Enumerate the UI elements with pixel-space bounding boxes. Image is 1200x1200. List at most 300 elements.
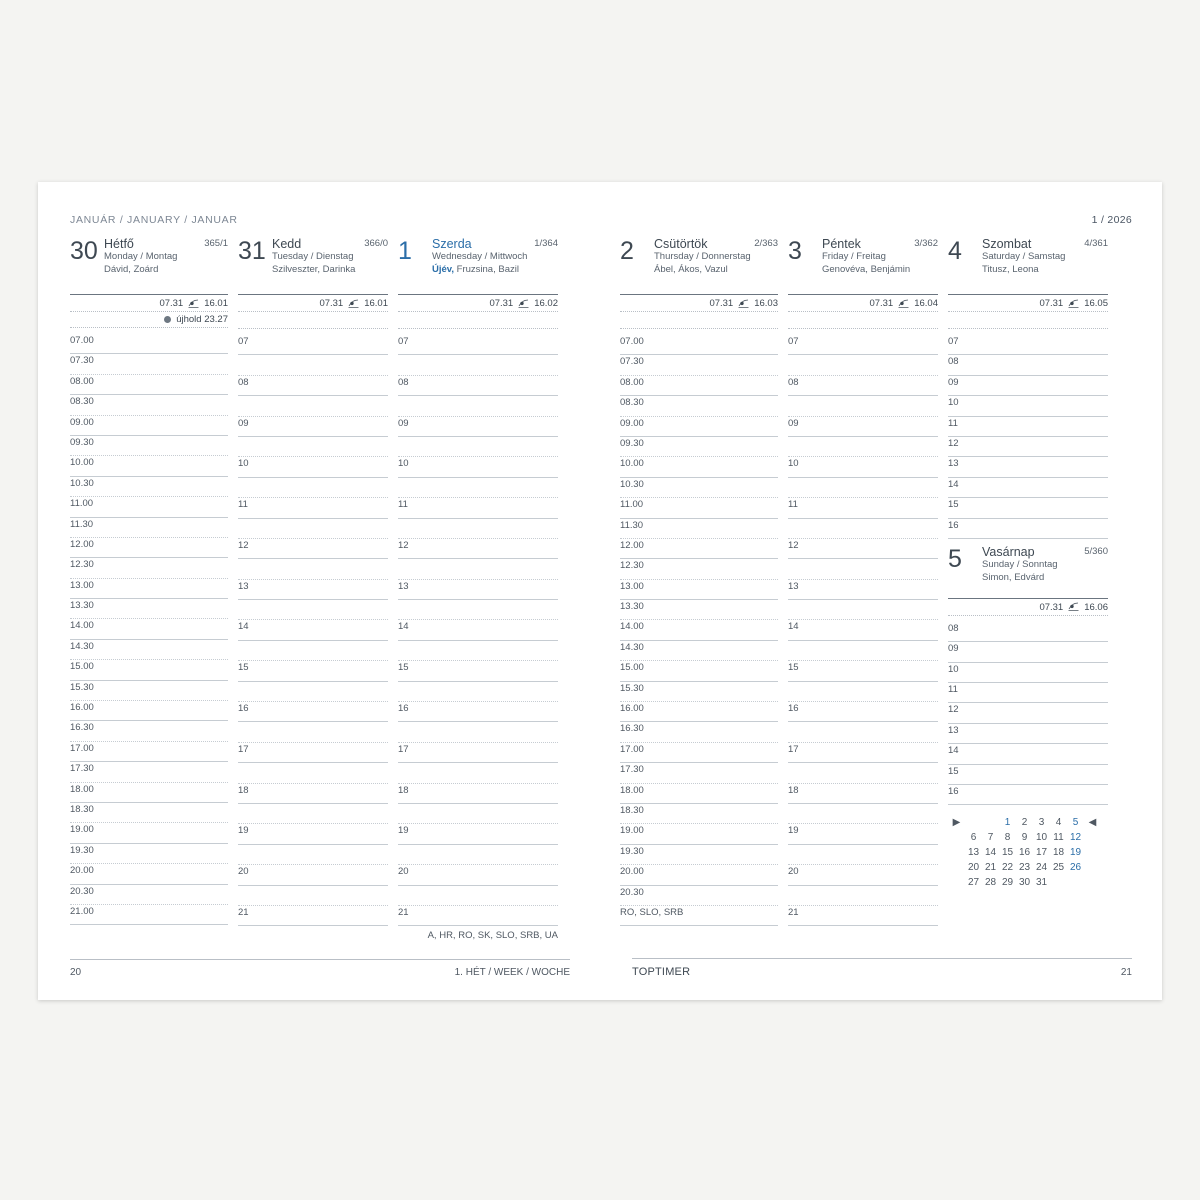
- hour-label: 14: [398, 621, 409, 633]
- mini-day[interactable]: 31: [1035, 877, 1048, 889]
- hour-row[interactable]: [238, 437, 388, 457]
- hour-row[interactable]: [948, 376, 1108, 396]
- hour-row[interactable]: [620, 906, 778, 926]
- hour-row[interactable]: [788, 519, 938, 539]
- hour-label: 17.30: [70, 763, 94, 775]
- hour-row[interactable]: [398, 498, 558, 518]
- hour-row[interactable]: [398, 355, 558, 375]
- hour-row[interactable]: [620, 600, 778, 620]
- hour-label: 14: [788, 621, 799, 633]
- hour-row[interactable]: [398, 641, 558, 661]
- hour-row[interactable]: [398, 437, 558, 457]
- hour-row[interactable]: [788, 539, 938, 559]
- dotted-rule: [948, 615, 1108, 616]
- hour-row[interactable]: [620, 376, 778, 396]
- day-name: Kedd: [272, 237, 302, 251]
- hour-label: 17: [788, 743, 799, 755]
- hour-row[interactable]: [70, 721, 228, 741]
- hour-row[interactable]: [70, 844, 228, 864]
- sun-icon: [738, 299, 749, 309]
- sunrise-time: 07.31: [869, 298, 894, 309]
- hour-row[interactable]: [70, 742, 228, 762]
- hour-label: 15.30: [70, 681, 94, 693]
- hour-row[interactable]: [948, 744, 1108, 764]
- mini-day[interactable]: 18: [1052, 847, 1065, 859]
- mini-day[interactable]: 21: [984, 862, 997, 874]
- mini-day[interactable]: 22: [1001, 862, 1014, 874]
- hour-row[interactable]: [70, 538, 228, 558]
- hour-row[interactable]: [788, 722, 938, 742]
- brand-logo: TOPTIMER: [632, 966, 691, 978]
- dotted-rule: [70, 327, 228, 328]
- hour-label: 16.30: [620, 723, 644, 735]
- hour-row[interactable]: [620, 804, 778, 824]
- hour-row[interactable]: [70, 619, 228, 639]
- day-name: Szerda: [432, 237, 472, 251]
- sunset-time: 16.03: [754, 298, 778, 309]
- mini-day[interactable]: 17: [1035, 847, 1048, 859]
- hour-row[interactable]: [398, 682, 558, 702]
- hour-label: 07.30: [620, 356, 644, 368]
- hour-row[interactable]: [948, 478, 1108, 498]
- mini-day[interactable]: 2: [1021, 817, 1028, 829]
- hour-row[interactable]: [398, 539, 558, 559]
- hour-row[interactable]: [620, 580, 778, 600]
- hour-row[interactable]: [788, 620, 938, 640]
- mini-day[interactable]: 14: [984, 847, 997, 859]
- hour-label: 17: [398, 743, 409, 755]
- sun-times-monday: [70, 295, 228, 311]
- hour-row[interactable]: [398, 376, 558, 396]
- hour-label: 07.00: [70, 335, 94, 346]
- hour-row[interactable]: [398, 396, 558, 416]
- hour-label: 11: [398, 499, 408, 511]
- hour-row[interactable]: [788, 845, 938, 865]
- hour-label: 19.30: [620, 845, 644, 857]
- hour-label: 19: [238, 825, 249, 837]
- hour-row[interactable]: [238, 702, 388, 722]
- hour-row[interactable]: [238, 886, 388, 906]
- mini-day[interactable]: 12: [1069, 832, 1082, 844]
- hour-row[interactable]: [788, 376, 938, 396]
- hour-row[interactable]: [620, 641, 778, 661]
- hour-row[interactable]: [620, 620, 778, 640]
- sun-times-sunday: [948, 599, 1108, 615]
- mini-day[interactable]: 9: [1021, 832, 1028, 844]
- hour-grid-wednesday: [398, 335, 558, 926]
- hour-label: 19: [398, 825, 409, 837]
- sunset-time: 16.02: [534, 298, 558, 309]
- hour-label: 07: [948, 336, 959, 347]
- hour-row[interactable]: [948, 335, 1108, 355]
- hour-row[interactable]: [70, 864, 228, 884]
- hour-row[interactable]: [398, 600, 558, 620]
- hour-row[interactable]: [620, 865, 778, 885]
- hour-row[interactable]: [398, 580, 558, 600]
- mini-day[interactable]: 16: [1018, 847, 1031, 859]
- hour-row[interactable]: [620, 519, 778, 539]
- hour-row[interactable]: [398, 519, 558, 539]
- hour-label: 21.00: [70, 905, 94, 917]
- hour-row[interactable]: [70, 558, 228, 578]
- hour-row[interactable]: [70, 762, 228, 782]
- hour-row[interactable]: [788, 763, 938, 783]
- hour-row[interactable]: [948, 622, 1108, 642]
- hour-row[interactable]: [398, 335, 558, 355]
- hour-label: 11: [948, 417, 958, 429]
- hour-row[interactable]: [788, 824, 938, 844]
- hour-row[interactable]: [238, 763, 388, 783]
- hour-label: 15.00: [620, 662, 644, 674]
- mini-day[interactable]: 4: [1055, 817, 1062, 829]
- hour-row[interactable]: [70, 395, 228, 415]
- day-number: 30: [70, 237, 98, 265]
- hour-row[interactable]: [70, 477, 228, 497]
- mini-day[interactable]: 13: [967, 847, 980, 859]
- hour-row[interactable]: [788, 437, 938, 457]
- hour-row[interactable]: [398, 824, 558, 844]
- mini-day[interactable]: 5: [1072, 817, 1079, 829]
- hour-label: 19: [788, 825, 799, 837]
- hour-row[interactable]: [70, 436, 228, 456]
- hour-row[interactable]: [948, 519, 1108, 539]
- hour-label: 14.30: [620, 641, 644, 653]
- hour-row[interactable]: [70, 905, 228, 925]
- moon-phase-note: [70, 312, 228, 327]
- hour-label: 13.30: [70, 600, 94, 612]
- hour-row[interactable]: [788, 559, 938, 579]
- hour-label: 09.30: [620, 437, 644, 449]
- day-count: 366/0: [364, 238, 388, 249]
- day-column-tuesday: [238, 237, 398, 941]
- mini-day[interactable]: [965, 815, 982, 830]
- hour-row[interactable]: [70, 885, 228, 905]
- hour-row[interactable]: [620, 457, 778, 477]
- hour-row[interactable]: [398, 784, 558, 804]
- mini-day[interactable]: 24: [1035, 862, 1048, 874]
- hour-row[interactable]: [398, 845, 558, 865]
- sunrise-time: 07.31: [159, 298, 184, 309]
- sun-times-thursday: [620, 295, 778, 311]
- hour-row[interactable]: [398, 559, 558, 579]
- hour-row[interactable]: [788, 478, 938, 498]
- sun-icon: [188, 299, 199, 309]
- hour-row[interactable]: [948, 642, 1108, 662]
- hour-row[interactable]: [238, 539, 388, 559]
- hour-label: 12: [788, 539, 799, 551]
- hour-label: 20: [238, 866, 249, 878]
- hour-label: 10: [948, 663, 959, 675]
- mini-day[interactable]: 7: [987, 832, 994, 844]
- hour-row[interactable]: [788, 355, 938, 375]
- new-moon-icon: [164, 316, 171, 323]
- hour-grid-thursday: [620, 335, 778, 926]
- sun-icon: [348, 299, 359, 309]
- hour-row[interactable]: [788, 804, 938, 824]
- hour-row[interactable]: [238, 743, 388, 763]
- mini-day[interactable]: 19: [1069, 847, 1082, 859]
- hour-row[interactable]: [788, 906, 938, 926]
- hour-row[interactable]: [70, 518, 228, 538]
- prev-week-arrow[interactable]: ▶: [952, 817, 961, 829]
- hour-row[interactable]: [398, 620, 558, 640]
- hour-row[interactable]: [70, 497, 228, 517]
- hour-row[interactable]: [70, 579, 228, 599]
- hour-row[interactable]: [238, 457, 388, 477]
- hour-label: 18.30: [70, 803, 94, 815]
- hour-row[interactable]: [948, 437, 1108, 457]
- hour-label: 16: [398, 703, 409, 715]
- hour-row[interactable]: [238, 600, 388, 620]
- hour-row[interactable]: [948, 417, 1108, 437]
- hour-row[interactable]: [238, 641, 388, 661]
- day-header-monday: [70, 237, 228, 293]
- hour-row[interactable]: [238, 478, 388, 498]
- hour-row[interactable]: [948, 765, 1108, 785]
- hour-label: 09: [398, 417, 409, 429]
- hour-label: 19.00: [70, 824, 94, 836]
- mini-day[interactable]: 8: [1004, 832, 1011, 844]
- hour-row[interactable]: [70, 701, 228, 721]
- hour-row[interactable]: [620, 763, 778, 783]
- hour-row[interactable]: [788, 457, 938, 477]
- hour-row[interactable]: [788, 417, 938, 437]
- hour-row[interactable]: [948, 724, 1108, 744]
- hour-label: 13: [948, 724, 959, 736]
- month-header: JANUÁR / JANUARY / JANUAR: [70, 214, 238, 226]
- day-name: Csütörtök: [654, 237, 708, 251]
- day-name-translations: Friday / Freitag: [822, 251, 886, 263]
- hour-row[interactable]: [788, 641, 938, 661]
- hour-row[interactable]: [70, 354, 228, 374]
- day-namedays: Titusz, Leona: [982, 263, 1039, 275]
- hour-row[interactable]: [788, 865, 938, 885]
- week-label: 1. HÉT / WEEK / WOCHE: [454, 967, 570, 978]
- hour-row[interactable]: [948, 457, 1108, 477]
- hour-row[interactable]: [238, 620, 388, 640]
- hour-row[interactable]: [620, 498, 778, 518]
- day-column-saturday-sunday: [948, 237, 1108, 926]
- hour-label: 13.30: [620, 601, 644, 613]
- hour-label: 17.00: [620, 743, 644, 755]
- hour-row[interactable]: [788, 886, 938, 906]
- hour-row[interactable]: [398, 763, 558, 783]
- hour-row[interactable]: [620, 335, 778, 355]
- hour-row[interactable]: [238, 804, 388, 824]
- hour-row[interactable]: [620, 743, 778, 763]
- hour-row[interactable]: [788, 580, 938, 600]
- hour-label: 15.30: [620, 682, 644, 694]
- hour-row[interactable]: [788, 498, 938, 518]
- hour-row[interactable]: [788, 335, 938, 355]
- hour-row[interactable]: [70, 599, 228, 619]
- day-number: 31: [238, 237, 266, 265]
- day-number: 4: [948, 237, 962, 265]
- issue-label: 1 / 2026: [1091, 214, 1132, 226]
- hour-row[interactable]: [70, 660, 228, 680]
- hour-row[interactable]: [70, 456, 228, 476]
- hour-label: 11.30: [70, 518, 94, 530]
- hour-row[interactable]: [620, 886, 778, 906]
- day-header-friday: [788, 237, 938, 293]
- hour-label: 09.00: [620, 417, 644, 429]
- hour-row[interactable]: [788, 661, 938, 681]
- mini-day[interactable]: [982, 815, 999, 830]
- hour-row[interactable]: [620, 396, 778, 416]
- mini-day[interactable]: 30: [1018, 877, 1031, 889]
- mini-day[interactable]: 25: [1052, 862, 1065, 874]
- hour-row[interactable]: [238, 784, 388, 804]
- hour-row[interactable]: [620, 539, 778, 559]
- hour-row[interactable]: [238, 682, 388, 702]
- day-namedays: Genovéva, Benjámin: [822, 263, 911, 275]
- hour-row[interactable]: [70, 823, 228, 843]
- hour-row[interactable]: [788, 743, 938, 763]
- mini-day[interactable]: 20: [967, 862, 980, 874]
- hour-row[interactable]: [238, 845, 388, 865]
- hour-row[interactable]: [70, 334, 228, 354]
- hour-label: 07: [788, 336, 799, 347]
- hour-row[interactable]: [238, 906, 388, 926]
- hour-row[interactable]: [948, 785, 1108, 805]
- hour-label: 17.00: [70, 742, 94, 754]
- hour-label: 10.00: [70, 457, 94, 469]
- hour-label: 18.00: [70, 783, 94, 795]
- hour-row[interactable]: [620, 682, 778, 702]
- hour-row[interactable]: [70, 681, 228, 701]
- hour-row[interactable]: [70, 416, 228, 436]
- hour-label: 08.00: [70, 375, 94, 387]
- day-block-sunday: [948, 545, 1108, 806]
- hour-row[interactable]: [788, 600, 938, 620]
- hour-row[interactable]: [238, 661, 388, 681]
- mini-day[interactable]: 28: [984, 877, 997, 889]
- hour-row[interactable]: [620, 355, 778, 375]
- mini-day[interactable]: 1: [1004, 817, 1011, 829]
- mini-day[interactable]: 10: [1035, 832, 1048, 844]
- hour-grid-tuesday: [238, 335, 388, 926]
- hour-row[interactable]: [238, 498, 388, 518]
- mini-day[interactable]: 26: [1069, 862, 1082, 874]
- hour-row[interactable]: [948, 683, 1108, 703]
- mini-day[interactable]: 15: [1001, 847, 1014, 859]
- day-name-translations: Wednesday / Mittwoch: [432, 251, 528, 263]
- hour-row[interactable]: [70, 375, 228, 395]
- hour-label: 15: [398, 662, 409, 674]
- hour-row[interactable]: [620, 702, 778, 722]
- hour-label: 21: [788, 906, 799, 918]
- hour-row[interactable]: [620, 478, 778, 498]
- hour-label: 07.30: [70, 355, 94, 367]
- hour-label: 08.30: [620, 397, 644, 409]
- hour-row[interactable]: [238, 722, 388, 742]
- hour-label: 18.30: [620, 804, 644, 816]
- mini-day[interactable]: 29: [1001, 877, 1014, 889]
- mini-day[interactable]: 27: [967, 877, 980, 889]
- hour-label: 21: [398, 906, 409, 918]
- hour-row[interactable]: [238, 355, 388, 375]
- hour-row[interactable]: [398, 478, 558, 498]
- hour-row[interactable]: [948, 703, 1108, 723]
- hour-row[interactable]: [948, 498, 1108, 518]
- hour-row[interactable]: [398, 417, 558, 437]
- hour-row[interactable]: [948, 663, 1108, 683]
- hour-row[interactable]: [948, 355, 1108, 375]
- hour-row[interactable]: [238, 559, 388, 579]
- hour-label: 09: [788, 417, 799, 429]
- hour-row[interactable]: [788, 396, 938, 416]
- hour-row[interactable]: [238, 335, 388, 355]
- next-week-arrow[interactable]: ◀: [1088, 817, 1097, 829]
- hour-label: 08.00: [620, 376, 644, 388]
- hour-row[interactable]: [620, 784, 778, 804]
- hour-row[interactable]: [788, 682, 938, 702]
- hour-row[interactable]: [788, 702, 938, 722]
- hour-label: 20.30: [70, 885, 94, 897]
- sun-times-wednesday: [398, 295, 558, 311]
- hour-row[interactable]: [238, 865, 388, 885]
- hour-row[interactable]: [620, 845, 778, 865]
- hour-row[interactable]: [788, 784, 938, 804]
- hour-row[interactable]: [620, 417, 778, 437]
- hour-row[interactable]: [70, 640, 228, 660]
- day-header-wednesday: [398, 237, 558, 293]
- hour-row[interactable]: [238, 824, 388, 844]
- hour-label: 07.00: [620, 336, 644, 347]
- sun-times-tuesday: [238, 295, 388, 311]
- hour-row[interactable]: [620, 722, 778, 742]
- day-count: 2/363: [754, 238, 778, 249]
- hour-row[interactable]: [398, 804, 558, 824]
- hour-row[interactable]: [948, 396, 1108, 416]
- hour-row[interactable]: [620, 824, 778, 844]
- day-header-tuesday: [238, 237, 388, 293]
- hour-row[interactable]: [398, 886, 558, 906]
- hour-row[interactable]: [398, 722, 558, 742]
- hour-grid-sunday: [948, 622, 1108, 806]
- sunrise-time: 07.31: [319, 298, 344, 309]
- hour-row[interactable]: [70, 803, 228, 823]
- hour-label: 16: [948, 519, 959, 531]
- hour-row[interactable]: [238, 417, 388, 437]
- mini-day[interactable]: 23: [1018, 862, 1031, 874]
- hour-row[interactable]: [238, 580, 388, 600]
- hour-grid-saturday: [948, 335, 1108, 539]
- hour-row[interactable]: [238, 396, 388, 416]
- sunrise-time: 07.31: [1039, 601, 1064, 613]
- hour-row[interactable]: [620, 437, 778, 457]
- day-column-monday: [70, 237, 238, 941]
- hour-label: 09.30: [70, 436, 94, 448]
- sun-icon: [898, 299, 909, 309]
- day-number: 5: [948, 544, 962, 573]
- hour-row[interactable]: [398, 457, 558, 477]
- hour-row[interactable]: [398, 702, 558, 722]
- hour-row[interactable]: [70, 783, 228, 803]
- mini-day[interactable]: 11: [1053, 832, 1064, 844]
- hour-row[interactable]: [620, 661, 778, 681]
- hour-row[interactable]: [238, 519, 388, 539]
- hour-row[interactable]: [238, 376, 388, 396]
- hour-row[interactable]: [398, 906, 558, 926]
- hour-row[interactable]: [620, 559, 778, 579]
- hour-row[interactable]: [398, 865, 558, 885]
- hour-row[interactable]: [398, 743, 558, 763]
- mini-day[interactable]: 3: [1038, 817, 1045, 829]
- day-name-translations: Saturday / Samstag: [982, 251, 1066, 263]
- mini-day[interactable]: 6: [970, 832, 977, 844]
- hour-row[interactable]: [398, 661, 558, 681]
